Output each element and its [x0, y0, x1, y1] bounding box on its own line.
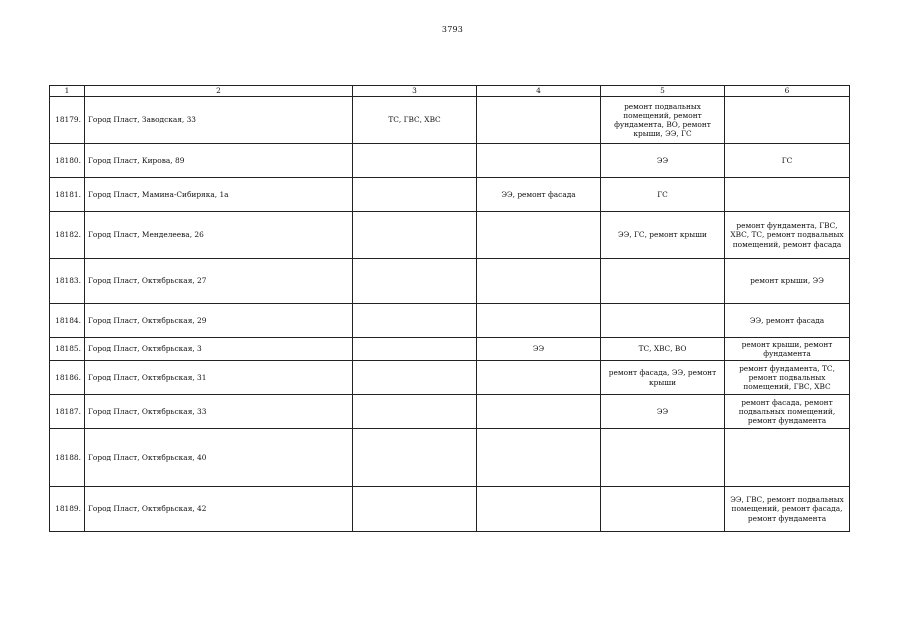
cell-col6: ремонт фундамента, ТС, ремонт подвальных помещений, ГВС, ХВС: [725, 361, 850, 395]
table-row: [50, 144, 850, 178]
table-row: [50, 259, 850, 304]
page-number: 3793: [441, 25, 464, 34]
cell-col3: [353, 144, 477, 178]
cell-col4: ЭЭ: [477, 338, 601, 361]
row-number: 18182.: [50, 212, 85, 259]
row-number: 18179.: [50, 97, 85, 144]
row-number: 18184.: [50, 304, 85, 338]
table-row: [50, 487, 850, 532]
row-number: 18186.: [50, 361, 85, 395]
cell-col3: [353, 259, 477, 304]
table-row: [50, 429, 850, 487]
column-header: 3: [353, 86, 477, 97]
address-cell: Город Пласт, Октябрьская, 42: [85, 487, 353, 532]
table-row: [50, 338, 850, 361]
cell-col4: [477, 144, 601, 178]
cell-col4: [477, 487, 601, 532]
cell-col3: [353, 429, 477, 487]
cell-col3: [353, 304, 477, 338]
cell-col6: ремонт крыши, ЭЭ: [725, 259, 850, 304]
table-row: [50, 395, 850, 429]
cell-col6: [725, 178, 850, 212]
row-number: 18181.: [50, 178, 85, 212]
cell-col6: ГС: [725, 144, 850, 178]
cell-col4: [477, 304, 601, 338]
cell-col5: ремонт фасада, ЭЭ, ремонт крыши: [601, 361, 725, 395]
cell-col4: [477, 429, 601, 487]
cell-col3: [353, 395, 477, 429]
cell-col5: ЭЭ: [601, 395, 725, 429]
address-cell: Город Пласт, Заводская, 33: [85, 97, 353, 144]
cell-col6: ЭЭ, ремонт фасада: [725, 304, 850, 338]
cell-col4: [477, 259, 601, 304]
address-cell: Город Пласт, Октябрьская, 40: [85, 429, 353, 487]
column-header: 5: [601, 86, 725, 97]
column-header: 1: [50, 86, 85, 97]
address-cell: Город Пласт, Менделеева, 26: [85, 212, 353, 259]
cell-col5: [601, 259, 725, 304]
cell-col6: ремонт крыши, ремонт фундамента: [725, 338, 850, 361]
row-number: 18188.: [50, 429, 85, 487]
cell-col5: [601, 487, 725, 532]
row-number: 18180.: [50, 144, 85, 178]
cell-col4: [477, 395, 601, 429]
cell-col5: ГС: [601, 178, 725, 212]
cell-col3: [353, 338, 477, 361]
cell-col6: [725, 97, 850, 144]
row-number: 18189.: [50, 487, 85, 532]
row-number: 18185.: [50, 338, 85, 361]
cell-col3: [353, 487, 477, 532]
address-cell: Город Пласт, Октябрьская, 33: [85, 395, 353, 429]
address-cell: Город Пласт, Октябрьская, 29: [85, 304, 353, 338]
cell-col4: [477, 212, 601, 259]
cell-col3: [353, 361, 477, 395]
cell-col6: ЭЭ, ГВС, ремонт подвальных помещений, ремонт фасада, ремонт фундамента: [725, 487, 850, 532]
registry-table: [49, 85, 850, 532]
column-header: 2: [85, 86, 353, 97]
table-row: [50, 361, 850, 395]
table-row: [50, 212, 850, 259]
header-row: [50, 86, 850, 97]
table-row: [50, 97, 850, 144]
address-cell: Город Пласт, Кирова, 89: [85, 144, 353, 178]
address-cell: Город Пласт, Мамина-Сибиряка, 1а: [85, 178, 353, 212]
column-header: 4: [477, 86, 601, 97]
row-number: 18187.: [50, 395, 85, 429]
cell-col4: [477, 361, 601, 395]
column-header: 6: [725, 86, 850, 97]
cell-col5: [601, 304, 725, 338]
cell-col3: [353, 178, 477, 212]
cell-col6: [725, 429, 850, 487]
address-cell: Город Пласт, Октябрьская, 31: [85, 361, 353, 395]
table-row: [50, 304, 850, 338]
cell-col6: ремонт фундамента, ГВС, ХВС, ТС, ремонт подвальных помещений, ремонт фасада: [725, 212, 850, 259]
cell-col3: [353, 212, 477, 259]
address-cell: Город Пласт, Октябрьская, 3: [85, 338, 353, 361]
row-number: 18183.: [50, 259, 85, 304]
cell-col4: ЭЭ, ремонт фасада: [477, 178, 601, 212]
cell-col4: [477, 97, 601, 144]
address-cell: Город Пласт, Октябрьская, 27: [85, 259, 353, 304]
cell-col5: ЭЭ: [601, 144, 725, 178]
cell-col5: ремонт подвальных помещений, ремонт фундамента, ВО, ремонт крыши, ЭЭ, ГС: [601, 97, 725, 144]
cell-col5: ЭЭ, ГС, ремонт крыши: [601, 212, 725, 259]
cell-col3: ТС, ГВС, ХВС: [353, 97, 477, 144]
cell-col6: ремонт фасада, ремонт подвальных помещений, ремонт фундамента: [725, 395, 850, 429]
cell-col5: [601, 429, 725, 487]
table-row: [50, 178, 850, 212]
cell-col5: ТС, ХВС, ВО: [601, 338, 725, 361]
